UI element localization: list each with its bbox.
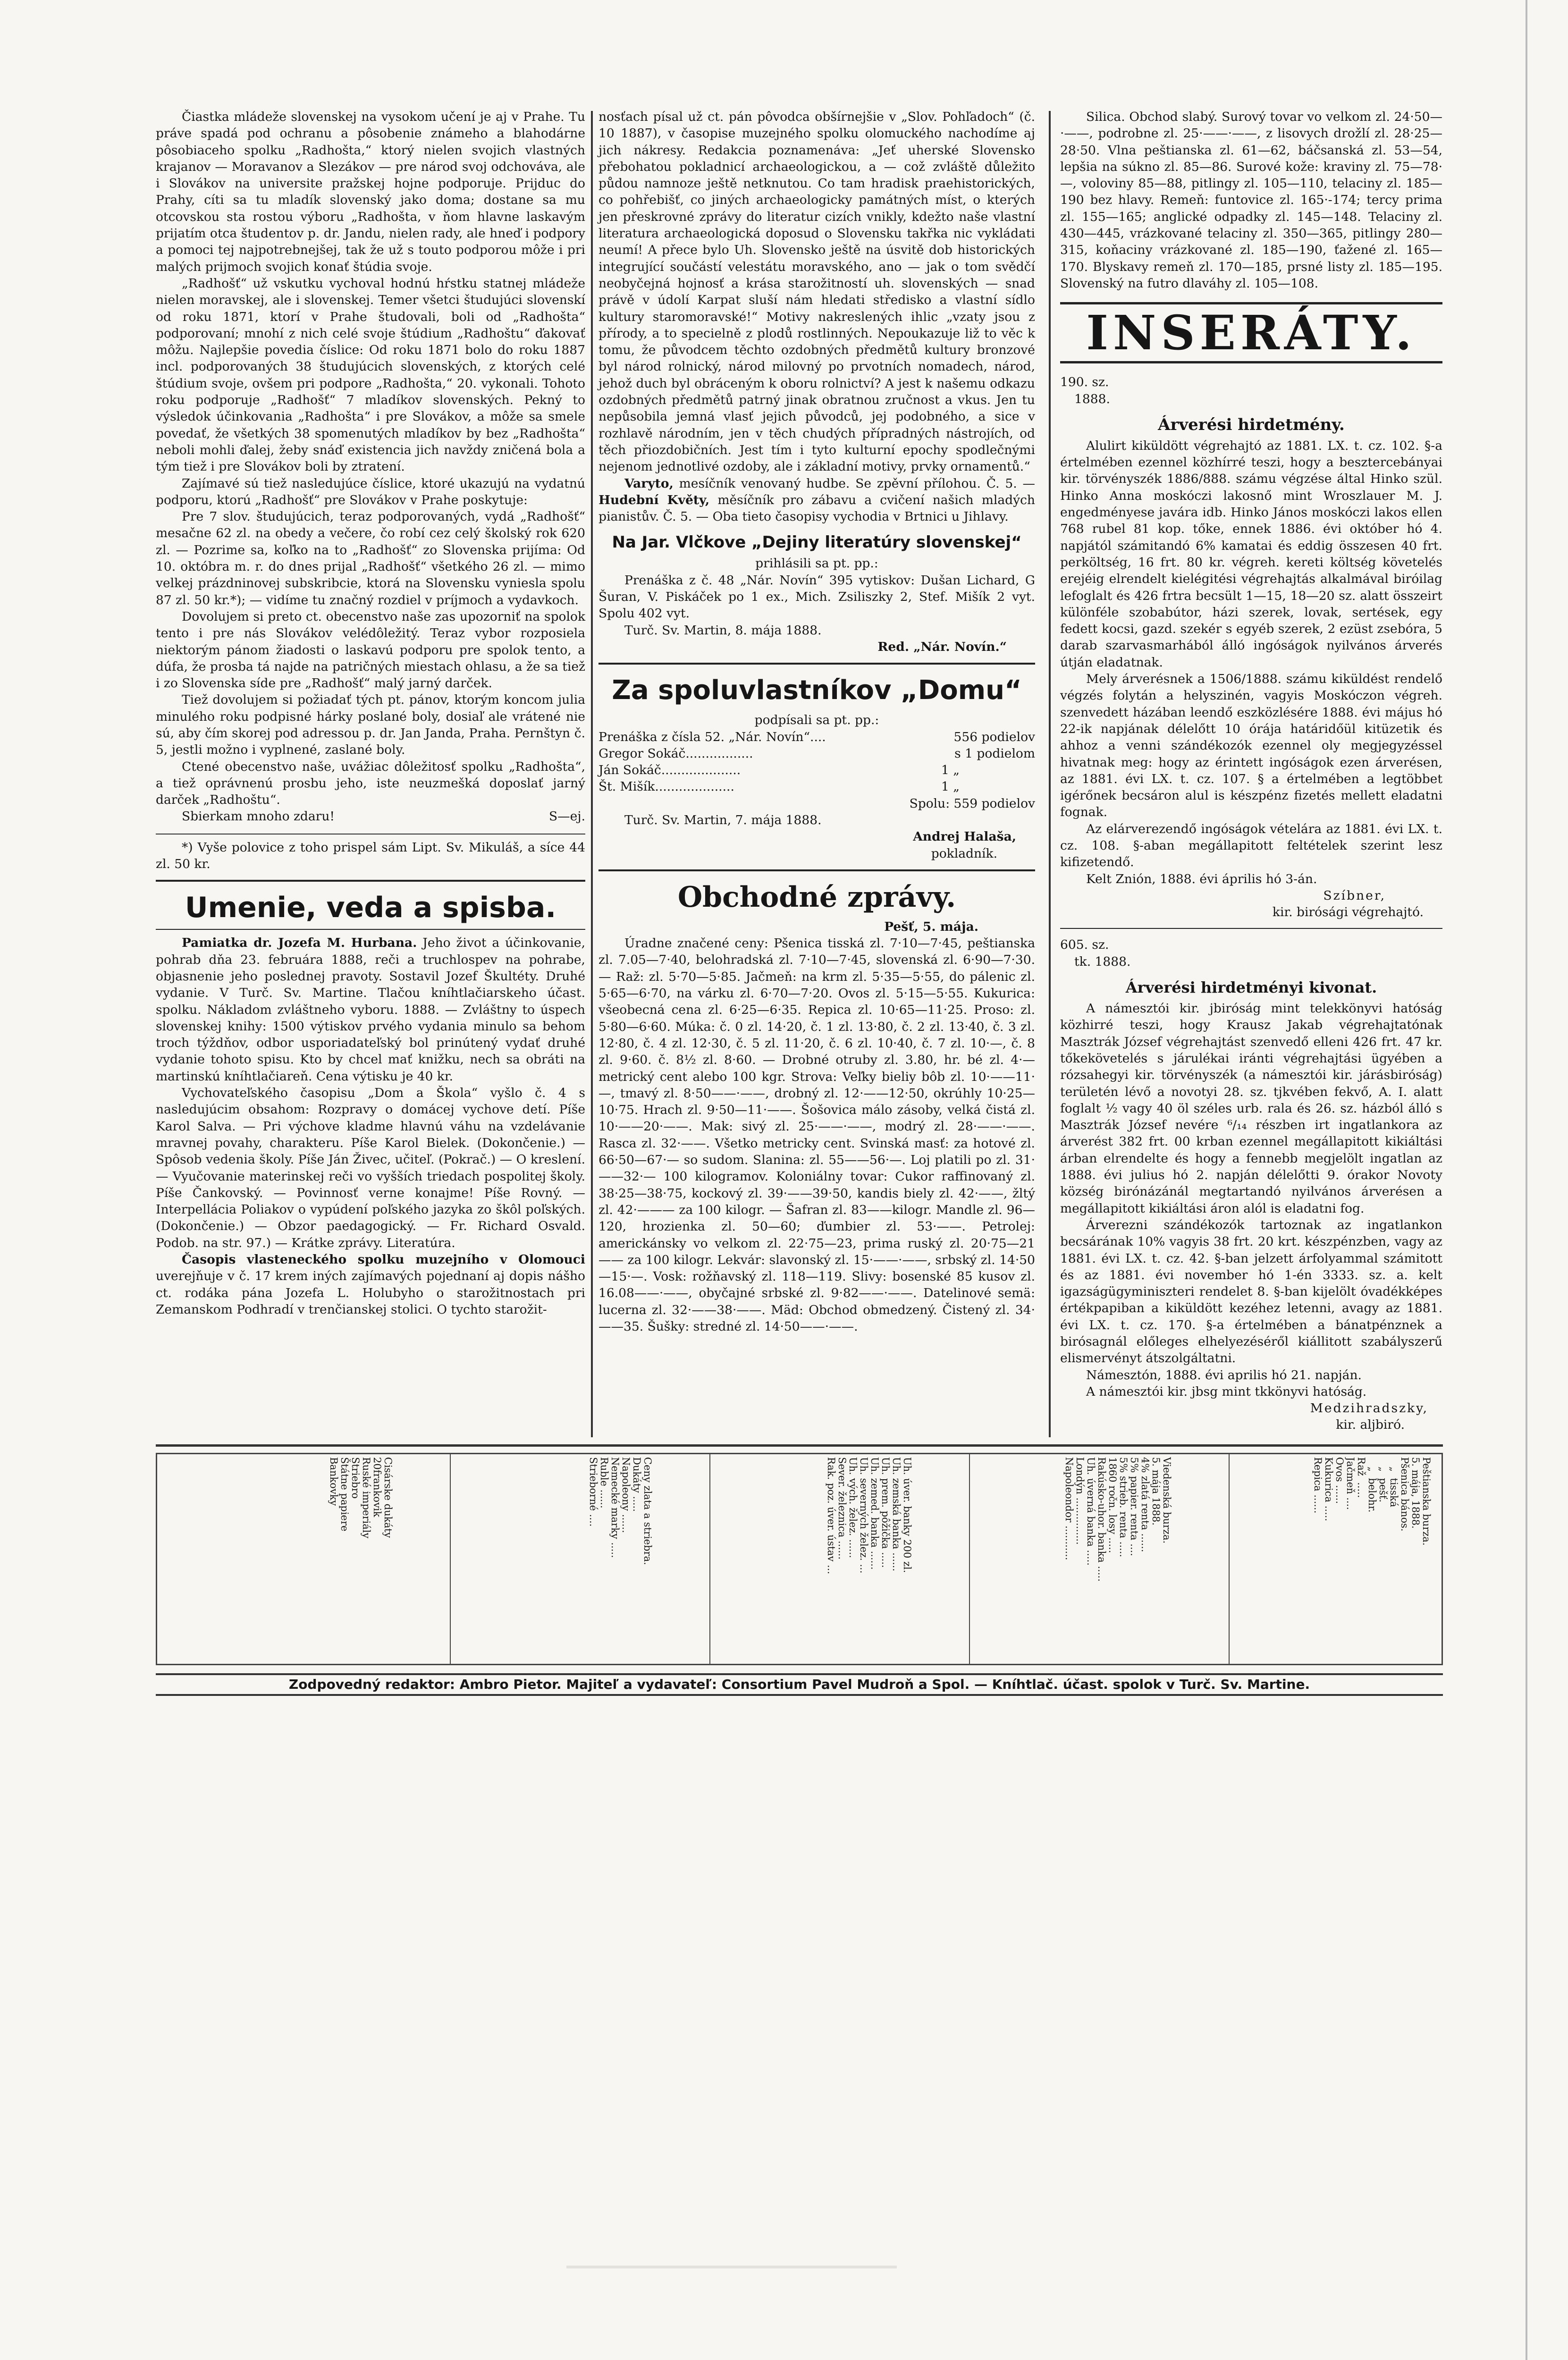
column-left — [156, 109, 585, 1318]
ad2-authority: A námesztói kir. jbsg mint tkkönyvi hatóság. — [1086, 1384, 1367, 1399]
ad1-text-3: Az elárverezendő ingóságok vételára az 1881. évi LX. t. cz. 108. §-aban megállapitott feltételek szerint lesz kifizetendő. — [1060, 821, 1442, 870]
domu-row — [599, 762, 1035, 778]
ad1-text: Alulirt kiküldött végrehajtó az 1881. LX. t. cz. 102. §-a értelmében ezennel közhírré teszi, hogy a besztercebányai kir. törvényszék 1886/888. számu végzése által Hinko szül. Hinko Anna moskóczi lakosnő mint Wroszlauer M. J. engedményese javára idb. Hinko János moskóczi lakos ellen 768 rubel 81 kop. tőke, ennek 1886. évi október hó 4. napjától számitandó 6% kamatai és eddig összesen 40 frt. perköltség, 16 frt. 80 kr. végreh. kereti költség követelés erejéig elrendelt kielégitési végrehajtás alkalmával biróilag lefoglalt és 426 frtra becsült 1—15, 18—20 sz. alatt összeirt különféle szobabútor, házi szerek, lovak, sertések, egy fedett kocsi, gazd. szekér s egyéb szerek, 2 ezüst zsebóra, 5 darab szarvasmarhából álló ingóságok nyilvános árverés útján eladatnak. — [1060, 438, 1442, 670]
stock-tables — [156, 1453, 1443, 1665]
domu-role: pokladník. — [931, 846, 997, 861]
domu-row-name: Prenáška z čísla 52. „Nár. Novín“.... — [599, 729, 826, 744]
dejiny-subtitle: prihlásili sa pt. pp.: — [755, 556, 878, 571]
ad1-year: 1888. — [1074, 391, 1110, 406]
obchodne-text: Úradne značené ceny: Pšenica tisská zl. 7·10—7·45, peštianska zl. 7.05—7·40, belohradská zl. 7·10—7·45, slovenská zl. 6·90—7·30. — Raž: zl. 5·70—5·85. Jačmeň: na krm zl. 5·35—5·55, do pálenic zl. 5·65—6·70, na várku zl. 6·70—7·20. Ovos zl. 5·15—5·55. Kukurica: všeobecná cena zl. 6·25—6·35. Repica zl. 10·65—11·25. Proso: zl. 5·80—6·60. Múka: č. 0 zl. 14·20, č. 1 zl. 13·80, č. 2 zl. 13·40, č. 3 zl. 12·80, č. 4 zl. 12·30, č. 5 zl. 11·20, č. 6 zl. 10·40, č. 7 zl. 10·—, č. 8 zl. 9·60. č. 8½ zl. 8·60. — Drobné otruby zl. 3.80, hr. bé zl. 4·— metrický cent alebo 100 kgr. Strova: Veľky bieliy bôb zl. 10·——11·—, tmavý zl. 8·50——·——, drobný zl. 12·——12·50, okrúhly 10·25—10·75. Hrach zl. 9·50—11·——. Šošovica málo zásoby, velká čistá zl. 10·——20·——. Mak: sivý zl. 25·——·——, modrý zl. 28·——·——. Rasca zl. 32·——. Všetko metricky cent. Svinská masť: za hotové zl. 66·50—67·— so sudom. Slanina: zl. 55——56·—. Loj platili po zl. 31·——32·— 100 kilogramov. Koloniálny tovar: Cukor raffinovaný zl. 38·25—38·75, kockový zl. 39·——39·50, kandis biely zl. 42·——, žltý zl. 42·——— za 100 kilogr. — Šafran zl. 83——kilogr. Mandle zl. 96—120, hrozienka zl. 50—60; ďumbier zl. 53·——. Petrolej: americkánsky vo velkom zl. 22·75—23, prima ruský zl. 20·75—21—— za 100 kilogr. Lekvár: slavonský zl. 15·——·——, srbský zl. 14·50—15·—. Vosk: rožňavský zl. 118—119. Slivy: bosenské 85 kusov zl. 16.08——·——, obyčajné srbské zl. 9·82——·——. Datelinové semä: lucerna zl. 32·——38·——. Mäd: Obchod obmedzený. Čistený zl. 34·——35. Šušky: stredné zl. 14·50——·——. — [599, 936, 1035, 1334]
domu-row — [599, 745, 1035, 762]
pamiatka-item — [156, 935, 585, 1085]
radhost-para-6: Tiež dovolujem si požiadať tých pt. pánov, ktorým koncom julia minulého roku podpisné hárky poslané boly, dosiaľ ale vrátené nie sú, aby čím skorej pod adressou p. dr. Jan Janda, Praha. Pernštyn č. 5, jestli možno i vyplnené, zaslané boly. — [156, 692, 585, 758]
radhost-para-3: Zajímavé sú tiež nasledujúce číslice, ktoré ukazujú na vydatnú podporu, ktorú „Radhošť“ pre Slovákov v Prahe poskytuje: — [156, 476, 585, 507]
page-edge — [1526, 0, 1527, 2360]
olomouc-title: Časopis vlasteneckého spolku muzejního v Olomouci — [182, 1252, 585, 1267]
column-rule — [1049, 111, 1051, 1437]
varyto-text: mesíčník venovaný hudbe. Se zpěvní přílohou. Č. 5. — — [679, 476, 1035, 491]
table-divider — [969, 1454, 970, 1664]
signoff-author: S—ej. — [549, 809, 585, 824]
domu-row-val: 1 „ — [941, 779, 960, 794]
radhost-para-7: Ctené obecenstvo naše, uvážiac dôležitosť spolku „Radhošta“, a tiež oprávnenú prosbu jeho, iste neuzmešká doposlať jarný darček „Radhoštu“. — [156, 759, 585, 808]
signoff-text: Sbierkam mnoho zdaru! — [182, 809, 335, 824]
ad2-date: Námesztón, 1888. évi aprilis hó 21. napján. — [1086, 1367, 1362, 1382]
kvety-title: Hudební Květy, — [599, 492, 710, 507]
ad1-title: Árverési hirdetmény. — [1158, 415, 1345, 434]
table-mince-text: Cisárske dukáty 20frankovik Ruské imperiály Striebro Štátne papiere Bankovky — [328, 1457, 394, 1539]
domu-row-name: Št. Mišík.................... — [599, 779, 734, 794]
ad2-signature: Medzihradszky, — [1310, 1401, 1428, 1416]
footnote — [156, 834, 585, 873]
section-divider — [156, 880, 585, 882]
ad1-number: 190. sz. — [1060, 375, 1109, 390]
domu-row — [599, 778, 1035, 795]
dom-skola-item: Vychovateľského časopisu „Dom a Škola“ vyšlo č. 4 s nasledujúcim obsahom: Rozpravy o domácej vychove detí. Píše Karol Salva. — Pri výchove kladme hlavnú váhu na vzdelávanie mravnej povahy, charakteru. Píše Karol Bielek. (Dokončenie.) — Spôsob vedenia školy. Píše Ján Živec, učiteľ. (Pokrač.) — O kreslení. — Vyučovanie materinskej reči vo vyšších triedach pospolitej školy. Píše Čankovský. — Povinnosť verne konajme! Píše Rovný. — Interpellácia Poliakov o vypúdení poľského jazyka zo škôl poľských. (Dokončenie.) — Obzor paedagogický. — Fr. Richard Osvald. Podob. na str. 97.) — Krátke zprávy. Literatúra. — [156, 1086, 585, 1250]
ad1-text-2: Mely árverésnek a 1506/1888. számu kiküldést rendelő végzés folytán a helyszinén, vagyis Moskóczon végreh. szenvedett házában leendő eszközlésére 1888. évi május hó 22-ik napjának délelőtt 10 órája határidőül kitüzetik és ahhoz a venni szándékozók ezennel oly megjegyzéssel hivatnak meg: hogy az érintett ingóságok ezen árverésen, az 1881. évi LX. t. cz. 107. § a értelmében a legtöbbet igérőnek becsáron alul is készpénz fizetés mellett eladatni fognak. — [1060, 672, 1442, 820]
olomouc-text: uverejňuje v č. 17 krem iných zajímavých pojednaní aj dopis nášho ct. rodáka pána Jozefa L. Holubyho o starožitnostach pri Zemanskom Podhradí v trenčianskej stolici. O tychto starožit- — [156, 1269, 585, 1317]
ad1-signature: Szíbner, — [1323, 888, 1386, 903]
domu-date: Turč. Sv. Martin, 7. mája 1888. — [624, 812, 822, 827]
domu-row-name: Gregor Sokáč................. — [599, 746, 753, 761]
dejiny-text: Prenáška z č. 48 „Nár. Novín“ 395 vytiskov: Dušan Lichard, G Šuran, V. Piskáček po 1 ex., Mich. Zsiliszky 2, Stef. Mišík 2 vyt. Spolu 402 vyt. — [599, 573, 1035, 621]
radhost-para-5: Dovolujem si preto ct. obecenstvo naše zas upozorniť na spolok tento i pre nás Slovákov velédôležitý. Teraz vybor rozposiela niektorým pánom žiadosti o laskavú podporu pre spolok tento, a dúfa, že prosba tá najde na patričných miestach ohlasu, a že sa tiež i zo Slovenska síde pre „Radhošť“ malý jarný darček. — [156, 609, 585, 691]
kvety-text: měsíčník pro zábavu a cvičení našich mladých pianistův. Č. 5. — Oba tieto časopisy vychodia v Brtnici u Jihlavy. — [599, 492, 1035, 524]
table-divider — [709, 1454, 710, 1664]
table-zlato — [455, 1457, 660, 1655]
footnote-text: *) Vyše polovice z toho prispel sám Lipt. Sv. Mikuláš, a síce 44 zl. 50 kr. — [156, 840, 585, 872]
paper-spot — [566, 2266, 897, 2268]
table-divider — [450, 1454, 451, 1664]
pamiatka-text: Jeho život a účinkovanie, pohrab dňa 23. februára 1888, reči a truchlospev na pohrabe, objasnenie jeho poslednej pravoty. Sostavil Jozef Škultéty. Druhé vydanie. V Turč. Sv. Martine. Tlačou kníhtlačiarskeho účast. spolku. Nákladom zvláštneho vyboru. 1888. — Zvláštny to úspech slovenskej knihy: 1500 výtiskov prvého vydania minulo sa behom troch týždňov, odbor usporiadateľský bol prinútený vydať druhé vydanie tohoto spisu. Kto by chcel mať knižku, nech sa obráti na martinskú kníhtlačiareň. Cena výtisku je 40 kr. — [156, 936, 585, 1084]
ad2-number: 605. sz. — [1060, 937, 1109, 952]
column-rule — [591, 111, 593, 1437]
radhost-signoff — [156, 808, 585, 825]
heading-obchodne: Obchodné zprávy. — [677, 880, 956, 914]
obchodne-dateline: Pešť, 5. mája. — [884, 919, 978, 934]
radhost-para-1: Čiastka mládeže slovenskej na vysokom učení je aj v Prahe. Tu práve spadá pod ochranu a pôsobenie známeho a blahodárne pôsobiaceho spolku „Radhošta,“ ktorý nielen svojich vlastných krajanov — Moravanov a Slezákov — pre národ svoj odchováva, ale i Slovákov na universite pražskej hojne podporuje. Prijduc do Prahy, cíti sa tu mladík slovenský jako doma; dostane sa mu otcovskou sta rostou výboru „Radhošta, v ňom hlavne laskavým prijatím otca študentov p. dr. Jandu, nielen rady, ale hneď i podpory a pomoci tej najpotrebnejšej, tak že už s touto podporou môže i pri malých prijmoch svojich konať štúdia svoje. — [156, 110, 585, 274]
ad2-text-2: Árverezni szándékozók tartoznak az ingatlankon becsárának 10% vagyis 38 frt. 20 krt. készpénzben, vagy az 1881. évi LX. t. cz. 42. §-ban jelzett árfolyammal számitott és az 1881. évi november hó 1-én 3333. sz. a. kelt igazságügyminiszteri rendelet 8. §-ban kijelölt óvadékképes értékpapiban a kiküldött kezéhez letenni, avagy az 1881. évi LX. t. cz. 170. §-a értelmében a bánatpénznek a birósagnál előleges elhelyezéséről kiállitott szabályszerű elismervényt átszolgáltatni. — [1060, 1217, 1442, 1366]
table-peštianska-burza — [1233, 1457, 1439, 1655]
domu-row-val: s 1 podielom — [954, 746, 1035, 761]
dejiny-signature: Red. „Nár. Novín.“ — [877, 639, 1007, 654]
tables-top-rule — [156, 1444, 1443, 1447]
domu-row-name: Ján Sokáč.................... — [599, 763, 741, 778]
heading-domu: Za spoluvlastníkov „Domu“ — [612, 675, 1022, 706]
table-banky — [714, 1457, 920, 1655]
domu-row-val: 1 „ — [941, 763, 960, 778]
heading-dejiny: Na Jar. Vlčkove „Dejiny literatúry slovenskej“ — [612, 533, 1022, 552]
domu-subtitle: podpísali sa pt. pp.: — [754, 713, 879, 728]
ad2-year: tk. 1888. — [1074, 954, 1131, 969]
ad-divider — [1060, 928, 1442, 929]
domu-row-val: 556 podielov — [953, 729, 1035, 744]
varyto-item — [599, 475, 1035, 525]
domu-signature: Andrej Halaša, — [913, 829, 1016, 844]
column-middle — [599, 109, 1035, 1335]
radhost-para-4: Pre 7 slov. študujúcich, teraz podporovaných, vydá „Radhošť“ mesačne 62 zl. na obedy a večere, čo robí cez celý školský rok 620 zl. — Pozrime sa, koľko na to „Radhošť“ zo Slovenska prijíma: Od 10. októbra m. r. do dnes prijal „Radhošť“ všetkého 26 zl. — mimo velkej prázdninovej subskribcie, ktorá na Slovensku vyniesla spolu 87 zl. 50 kr.*); — vidíme tu značný rozdiel v príjmoch a vydavkoch. — [156, 509, 585, 607]
silica-text: Silica. Obchod slabý. Surový tovar vo velkom zl. 24·50—·——, podrobne zl. 25·——·——, z lisovych drožlí zl. 28·25—28·50. Vlna peštianska zl. 61—62, báčsanská zl. 53—54, lepšia na súkno zl. 85—86. Surové kože: kraviny zl. 75—78·—, voloviny 85—88, pitlingy zl. 105—110, telaciny zl. 185—190 bez hlavy. Remeň: funtovice zl. 165·-174; tercy prima zl. 155—165; anglické odpadky zl. 145—148. Telaciny zl. 430—445, vrázkované telaciny zl. 350—365, pitlingy 280—315, koňaciny vrázkované zl. 185—190, ťažené zl. 165—170. Blyskavy remeň zl. 170—185, prsné listy zl. 185—195. Slovenský na futro dlaváhy zl. 105—108. — [1060, 110, 1442, 291]
domu-row — [599, 729, 1035, 745]
ad2-role: kir. aljbiró. — [1336, 1417, 1405, 1433]
table-viedenska-burza — [974, 1457, 1180, 1655]
table-banky-text: Uh. úver. banky 200 zl. Uh. zemská banka ...... Uh. prem. pôžička ..... Uh. zemed. banka ...... Uh. severných želez. ... Uh. vých. želez. ...... Sever. železnica ...... Rak. poz. úver. ústav ... — [826, 1457, 913, 1575]
olomouc-item — [156, 1251, 585, 1318]
table-zlato-text: Ceny zlata a striebra. Dukáty ..... Napoleony ...... Nemecké marky ..... Ruble ...... Strieborné .... — [588, 1457, 653, 1565]
domu-list — [599, 729, 1035, 795]
olomouc-continued: nosťach písal už ct. pán pôvodca obšírnejšie v „Slov. Pohľadoch“ (č. 10 1887), v časopise muzejného spolku olomuckého nachodíme aj jich nákresy. Redakcia poznamenáva: „Jeť uherské Slovensko přebohatou pokladnicí archaeologickou, a — což zvláště důležito půdou namnoze ještě netknutou. Co tam hradisk praehistorických, co pohřebišť, co jiných archaeologicky památných míst, o kterých jen přeskrovné zprávy do literatur cizích vnikly, kdežto naše vlastní literatura archaeologická doposud o Slovensku takřka nic vykládati neumí! A přece bylo Uh. Slovensko ještě na úsvitě dob historických integrující součástí velestátu moravského, ano — jak o tom svědčí neobyčejná hojnosť a krása starožitností uh. slovenských — snad právě v údolí Karpat sluší nám hledati středisko a vlastní sídlo kultury staromoravské!“ Motivy nakreslených ihlic „vzaty jsou z přírody, a to specielně z plodů rostlinných. Nepoukazuje liž to věc k tomu, že původcem těchto ozdobných předmětů kultury bronzové byl národ rolnický, národ milovný po prvotních nomadech, národ, jehož duch byl obráceným k oboru rolnictví? A jest k našemu odkazu ozdobných předmětů patrný jinak obratnou zručnost a vkus. Jen tu nepůsobila jemná vlasť jejich původců, jej podobného, a sice v rozhlavě národním, jen v těch chudých přípradných nástrojích, od těch přiozdobičních. Jest tím i tyto kulturní epochy spodlečnými nejenom jednotlivé ozdoby, ale i základní motivy, prvky ornamentů.“ — [599, 110, 1035, 474]
table-viedenska-text: Viedenská burza. 5. mája 1888. 4% zlatá renta ...... 5% papier. renta .... 5% strieb. renta ..... 1860 ročn. losy ..... Rakúsko-uhor. banka ..... Uh. úverná banka ..... Londýn ............... Napoleondor ........... — [1063, 1457, 1172, 1582]
section-heading-umenie: Umenie, veda a spisba. — [185, 891, 556, 925]
imprint-line: Zodpovedný redaktor: Ambro Pietor. Majiteľ a vydavateľ: Consortium Pavel Mudroň a Spol. — Kníhtlač. účast. spolok v Turč. Sv. Martine. — [156, 1673, 1443, 1696]
ad2-title: Árverési hirdetményi kivonat. — [1125, 978, 1377, 997]
section-divider — [599, 663, 1035, 665]
column-right — [1060, 109, 1442, 1433]
ad2-text: A námesztói kir. jbiróság mint telekkönyvi hatóság közhirré teszi, hogy Krausz Jakab végrehajtatónak Masztrák József végrehajtást szenvedő elleni 426 frt. 47 kr. tőkekövetelés s járulékai iránti végrehajtási ügyében a rózsahegyi kir. törvényszék (a námesztói kir. járásbiróság) területén lévő a novotyi 28. sz. tjkvében fekvő, A. I. alatt foglalt ½ vagy 40 öl széles urb. rala és 26. sz. házból álló s Masztrák József nevére ⁶/₁₄ részben irt ingatlankora az árverést 382 frt. 00 krban ezennel megállapitott kikiáltási árban elrendelte és hogy a fennebb megjelölt ingatlan az 1888. évi julius hó 2. napján délelőtti 9. órakor Novoty község birónázánál megtartandó nyilvános árverésen a megállapitott kikiáltási áron alól is eladatni fog. — [1060, 1001, 1442, 1216]
ad1-date: Kelt Znión, 1888. évi április hó 3-án. — [1086, 871, 1317, 886]
varyto-title: Varyto, — [624, 476, 674, 491]
table-peštianska-text: Peštianska burza. 5. mája, 1888. Pšenica bános. „ tisská „ pešť. „ belohr. Raž ..... Jačmeň .... Ovos ...... Kukurica ..... Repica ...... — [1312, 1457, 1432, 1546]
dejiny-date: Turč. Sv. Martin, 8. mája 1888. — [624, 623, 822, 638]
table-mince — [195, 1457, 401, 1655]
table-divider — [1229, 1454, 1230, 1664]
pamiatka-title: Pamiatka dr. Jozefa M. Hurbana. — [182, 936, 417, 951]
domu-sum: Spolu: 559 podielov — [909, 796, 1035, 811]
section-divider — [156, 929, 585, 930]
section-divider — [599, 869, 1035, 871]
inseraty-heading: INSERÁTY. — [1060, 302, 1442, 363]
radhost-para-2: „Radhošť“ už vskutku vychoval hodnú hŕstku statnej mládeže nielen moravskej, ale i slovenskej. Temer všetci študujúci slovenskí od roku 1871, ktorí v Prahe študovali, boli od „Radhošta“ podporovaní; mnohí z nich celé svoje štúdium „Radhoštu“ ďakovať môžu. Najlepšie povedia číslice: Od roku 1871 bolo do roku 1887 incl. podporovaných 38 študujúcich slovenských, z ktorých celé štúdium svoje, ovšem pri podpore „Radhošta,“ 20. vykonali. Tohoto roku podporuje „Radhošť“ 7 mladíkov slovenských. Pekný to výsledok účinkovania „Radhošta“ i pre Slovákov, a môže sa smele povedať, že všetkých 38 spomenutých mladíkov by bez „Radhošta“ neboli mohli ďalej, žeby snáď existencia jich navždy zničená bola a tým tiež i pre Slovákov boli by ztratení. — [156, 276, 585, 474]
ad1-role: kir. birósági végrehajtó. — [1272, 905, 1424, 920]
